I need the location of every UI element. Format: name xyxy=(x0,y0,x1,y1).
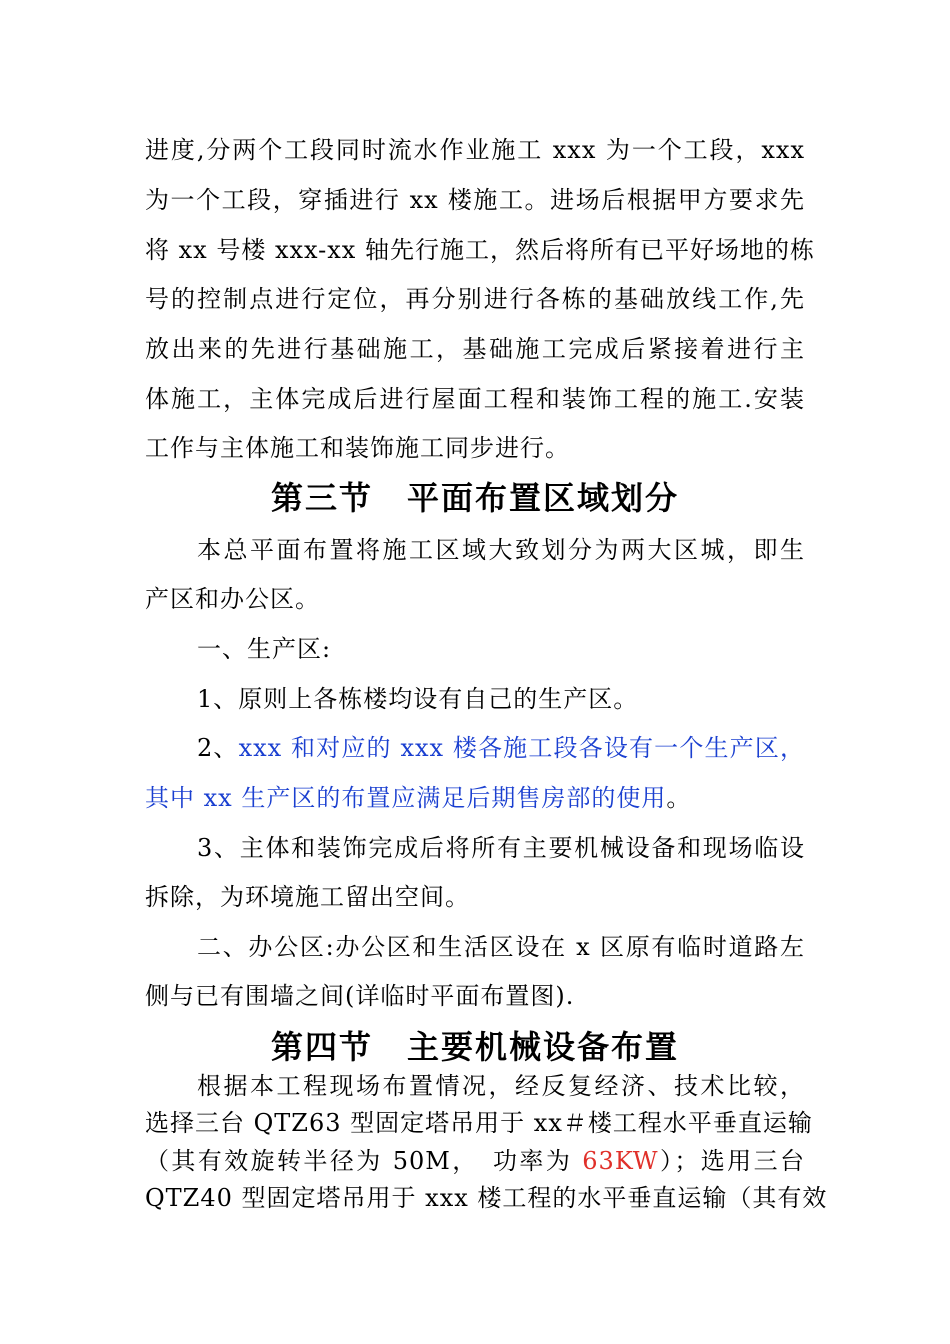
paragraph-line: 体施工，主体完成后进行屋面工程和装饰工程的施工.安装 xyxy=(145,385,805,413)
paragraph-line: 根据本工程现场布置情况，经反复经济、技术比较， xyxy=(197,1072,805,1100)
section-heading: 第四节 主要机械设备布置 xyxy=(270,1028,679,1066)
paragraph-line: 放出来的先进行基础施工，基础施工完成后紧接着进行主 xyxy=(145,335,805,363)
list-item: 3、主体和装饰完成后将所有主要机械设备和现场临设 xyxy=(197,834,805,862)
paragraph-line: 选择三台 QTZ63 型固定塔吊用于 xx＃楼工程水平垂直运输 xyxy=(145,1109,813,1137)
subheading-production: 一、生产区: xyxy=(197,635,332,663)
list-number: 2、 xyxy=(197,734,239,762)
list-item-continued: 拆除，为环境施工留出空间。 xyxy=(145,883,470,911)
paragraph-line: 产区和办公区。 xyxy=(145,585,320,613)
paragraph-line: QTZ40 型固定塔吊用于 xxx 楼工程的水平垂直运输（其有效 xyxy=(145,1184,828,1212)
list-item: 1、原则上各栋楼均设有自己的生产区。 xyxy=(197,685,639,713)
paragraph-line: 号的控制点进行定位，再分别进行各栋的基础放线工作,先 xyxy=(145,285,805,313)
highlighted-text: 其中 xx 生产区的布置应满足后期售房部的使用 xyxy=(145,784,667,812)
paragraph-line: 本总平面布置将施工区域大致划分为两大区城，即生 xyxy=(197,536,805,564)
text-segment: ）；选用三台 xyxy=(658,1147,805,1175)
list-item xyxy=(197,733,805,763)
section-heading: 第三节 平面布置区域划分 xyxy=(270,479,679,517)
paragraph-line: 为一个工段，穿插进行 xx 楼施工。进场后根据甲方要求先 xyxy=(145,186,805,214)
paragraph-line: 进度,分两个工段同时流水作业施工 xxx 为一个工段，xxx xyxy=(145,136,805,164)
highlighted-text: xxx 和对应的 xxx 楼各施工段各设有一个生产区， xyxy=(238,734,805,762)
sentence-end: 。 xyxy=(666,784,692,812)
paragraph-line: 将 xx 号楼 xxx-xx 轴先行施工，然后将所有已平好场地的栋 xyxy=(145,236,815,264)
list-item-continued xyxy=(145,783,805,813)
subheading-office: 二、办公区:办公区和生活区设在 x 区原有临时道路左 xyxy=(197,933,805,961)
paragraph-line: 工作与主体施工和装饰施工同步进行。 xyxy=(145,434,570,462)
paragraph-line xyxy=(145,1146,805,1176)
text-segment: （其有效旋转半径为 50M， 功率为 xyxy=(145,1147,583,1175)
power-value: 63KW xyxy=(582,1147,659,1175)
paragraph-line: 侧与已有围墙之间(详临时平面布置图). xyxy=(145,982,575,1010)
